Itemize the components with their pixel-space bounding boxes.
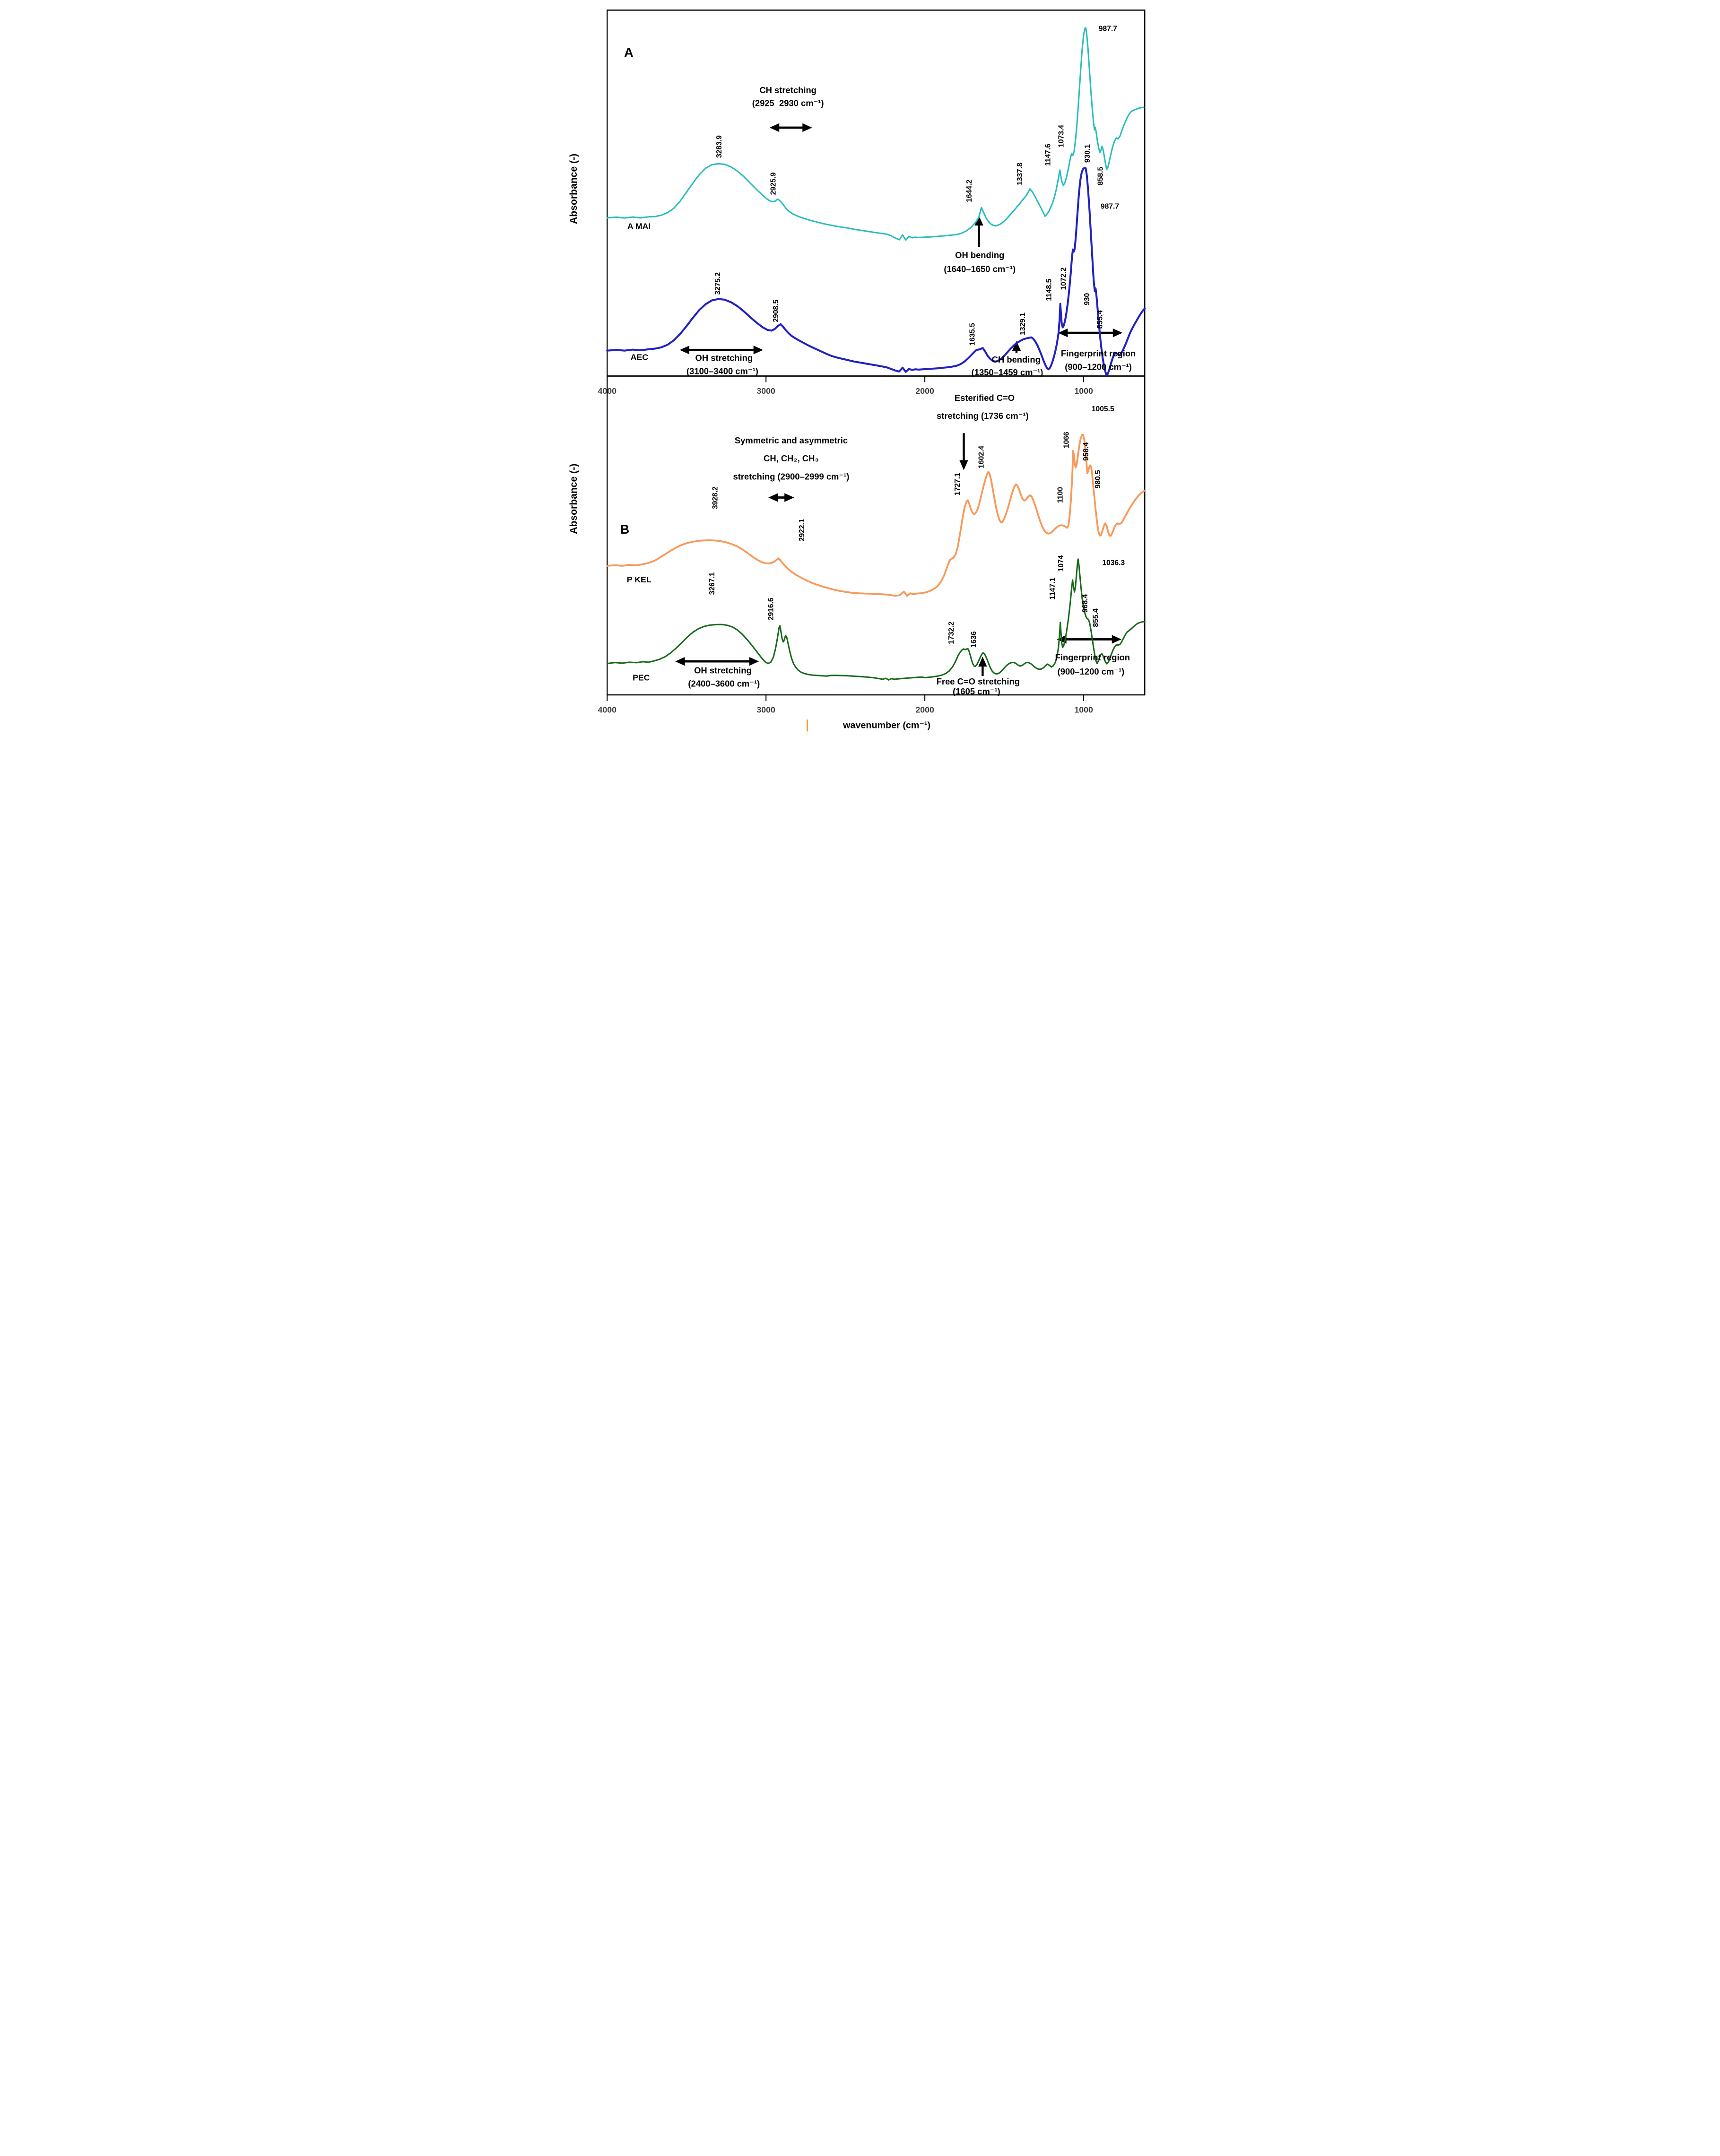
annotation-text: Symmetric and asymmetric: [734, 435, 848, 446]
peak-label: 1072.2: [1060, 267, 1068, 290]
peak-label: 987.7: [1100, 202, 1120, 211]
series-label: P KEL: [626, 574, 652, 584]
peak-label: 3267.1: [708, 572, 716, 595]
ftir-spectra-figure: [567, 0, 1153, 735]
peak-label: 1636: [970, 631, 978, 648]
annotation-text: CH bending: [991, 354, 1041, 364]
annotation-text: (3100–3400 cm⁻¹): [686, 366, 758, 376]
peak-label: 2916.6: [767, 597, 775, 621]
annotation-text: (1605 cm⁻¹): [953, 686, 1000, 697]
x-axis-tick-label: 4000: [598, 386, 617, 396]
panel-letter: A: [624, 44, 634, 60]
annotation-text: CH stretching: [759, 85, 817, 95]
peak-label: 3283.9: [715, 135, 724, 158]
x-axis-tick-label: 4000: [598, 705, 617, 715]
panel-letter: B: [620, 521, 630, 537]
annotation-text: (1640–1650 cm⁻¹): [944, 264, 1016, 274]
peak-label: 987.7: [1098, 25, 1117, 33]
peak-label: 958.4: [1082, 442, 1090, 461]
annotation-text: OH stretching: [695, 353, 753, 363]
peak-label: 3275.2: [713, 272, 722, 295]
peak-label: 1066: [1062, 432, 1071, 449]
x-axis-tick-label: 2000: [915, 386, 934, 396]
peak-label: 1036.3: [1102, 559, 1125, 567]
series-label: PEC: [633, 673, 650, 683]
annotation-text: (2400–3600 cm⁻¹): [688, 678, 760, 689]
peak-label: 1329.1: [1019, 312, 1027, 335]
peak-label: 1337.8: [1016, 163, 1024, 185]
peak-label: 930: [1083, 293, 1092, 305]
y-axis-title: Absorbance (-): [568, 153, 580, 225]
x-axis-tick-label: 1000: [1074, 705, 1093, 715]
peak-label: 2908.5: [772, 299, 781, 322]
peak-label: 1602.4: [977, 445, 986, 468]
peak-label: 2922.1: [798, 519, 807, 542]
y-axis-title: Absorbance (-): [568, 463, 580, 534]
peak-label: 1635.5: [968, 323, 977, 346]
annotation-text: stretching (2900–2999 cm⁻¹): [733, 471, 850, 482]
x-axis-tick-label: 1000: [1074, 386, 1093, 396]
annotation-text: CH, CH₂, CH₃: [764, 453, 819, 464]
annotation-text: (1350–1459 cm⁻¹): [971, 367, 1043, 378]
peak-label: 855.4: [1096, 310, 1104, 329]
x-axis-tick-label: 2000: [915, 705, 934, 715]
peak-label: 1148.5: [1045, 278, 1053, 301]
x-axis-tick-label: 3000: [756, 386, 775, 396]
peak-label: 980.5: [1094, 470, 1103, 489]
peak-label: 1147.6: [1044, 144, 1052, 166]
peak-label: 1100: [1056, 487, 1065, 503]
ftir-figure-page: [567, 0, 1153, 735]
series-label: A MAI: [627, 221, 651, 231]
peak-label: 1073.4: [1057, 124, 1066, 147]
peak-label: 1074: [1057, 555, 1065, 572]
peak-label: 1732.2: [947, 621, 956, 644]
peak-label: 1147.1: [1049, 577, 1057, 600]
series-label: AEC: [630, 352, 649, 362]
annotation-text: (900–1200 cm⁻¹): [1065, 362, 1132, 372]
annotation-text: Esterified C=O: [954, 393, 1015, 403]
peak-label: 968.4: [1081, 594, 1089, 613]
x-axis-tick-label: 3000: [756, 705, 775, 715]
peak-label: 858.5: [1096, 166, 1105, 185]
peak-label: 3928.2: [711, 486, 720, 510]
x-axis-title: wavenumber (cm⁻¹): [843, 720, 931, 731]
annotation-text: Fingerprint region: [1060, 348, 1136, 358]
annotation-text: OH stretching: [694, 665, 752, 675]
annotation-text: (900–1200 cm⁻¹): [1057, 666, 1125, 676]
peak-label: 855.4: [1092, 608, 1100, 627]
peak-label: 1005.5: [1091, 405, 1114, 413]
peak-label: 2925.9: [769, 172, 778, 195]
annotation-text: stretching (1736 cm⁻¹): [937, 411, 1029, 421]
peak-label: 1644.2: [965, 179, 974, 202]
annotation-text: Free C=O stretching: [936, 676, 1020, 686]
annotation-text: (2925_2930 cm⁻¹): [752, 98, 824, 108]
peak-label: 930.1: [1084, 144, 1092, 163]
annotation-text: OH bending: [955, 250, 1005, 260]
annotation-text: Fingerprint region: [1055, 652, 1130, 662]
peak-label: 1727.1: [953, 473, 962, 496]
